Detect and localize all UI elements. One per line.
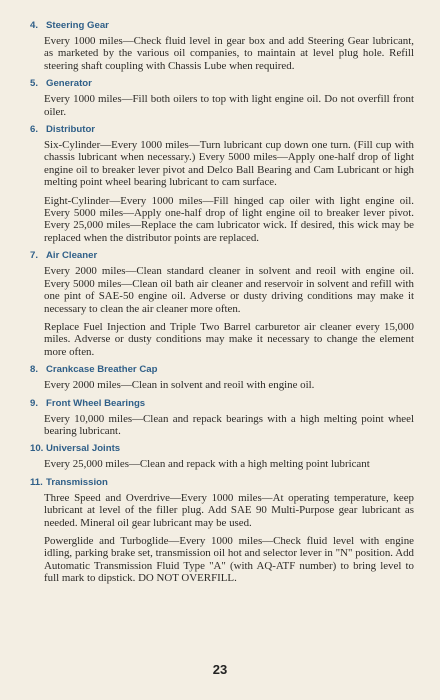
section-distributor <box>30 124 414 244</box>
section-heading <box>30 364 414 376</box>
section-paragraph: Replace Fuel Injection and Triple Two Barrel carburetor air cleaner every 15,000 miles. Adverse or dusty conditions may make it necessary to change the element more often. <box>44 320 414 358</box>
section-heading <box>30 78 414 90</box>
section-number: 5. <box>30 78 39 90</box>
section-paragraph: Six-Cylinder—Every 1000 miles—Turn lubricant cup down one turn. (Fill cup with chassis lubricant when necessary.) Every 5000 miles—Apply one-half drop of light engine oil to breaker lever pivot and Delco Ball Bearing and Cam Lubricant or high melting point wheel bearing lubricant to cam surface. <box>44 139 414 189</box>
section-title: Crankcase Breather Cap <box>46 364 158 376</box>
section-generator <box>30 78 414 118</box>
section-title: Distributor <box>46 124 96 136</box>
section-number: 9. <box>30 397 39 409</box>
section-title: Generator <box>46 78 92 90</box>
section-paragraph: Every 1000 miles—Fill both oilers to top with light engine oil. Do not overfill front oiler. <box>44 93 414 118</box>
section-heading <box>30 398 414 410</box>
section-paragraph: Every 25,000 miles—Clean and repack with a high melting point lubricant <box>44 458 370 471</box>
section-number: 11. <box>30 476 43 488</box>
section-title: Transmission <box>46 476 108 488</box>
section-title: Steering Gear <box>46 20 109 31</box>
section-heading <box>30 477 414 489</box>
section-number: 8. <box>30 364 39 376</box>
section-title: Universal Joints <box>46 443 121 455</box>
section-heading <box>30 250 414 262</box>
section-number: 10. <box>30 443 44 455</box>
section-heading <box>30 443 414 455</box>
section-title: Front Wheel Bearings <box>46 397 146 409</box>
section-paragraph: Every 2000 miles—Clean in solvent and reoil with engine oil. <box>44 379 315 392</box>
section-steering-gear <box>30 20 414 72</box>
section-heading <box>30 124 414 136</box>
section-heading <box>30 20 414 32</box>
section-front-wheel-bearings <box>30 398 414 438</box>
section-number: 4. <box>30 20 39 31</box>
section-number: 7. <box>30 250 39 262</box>
page-number: 23 <box>212 662 228 677</box>
section-crankcase-breather-cap <box>30 364 414 391</box>
section-transmission <box>30 477 414 585</box>
section-paragraph: Eight-Cylinder—Every 1000 miles—Fill hinged cap oiler with light engine oil. Every 5000 miles—Apply one-half drop of light engine oil to breaker lever pivot. Every 25,000 miles—Replace the cam lubricator wick. If desired, this wick may be replaced when the distributor points are replaced. <box>44 194 414 244</box>
section-paragraph: Every 10,000 miles—Clean and repack bearings with a high melting point wheel bearing lubricant. <box>44 412 414 437</box>
section-title: Air Cleaner <box>46 250 98 262</box>
section-paragraph: Every 2000 miles—Clean standard cleaner in solvent and reoil with engine oil. Every 5000 miles—Clean oil bath air cleaner and reservoir in solvent and refill with one pint of SAE-50 engine oil. Adverse or dusty driving conditions may make it necessary to clean the air cleaner more often. <box>44 265 414 315</box>
section-paragraph: Three Speed and Overdrive—Every 1000 miles—At operating temperature, keep lubricant at level of the filler plug. Add SAE 90 Multi-Purpose gear lubricant as needed. Mineral oil gear lubricant may be used. <box>44 491 414 529</box>
section-universal-joints <box>30 443 414 470</box>
section-number: 6. <box>30 124 39 136</box>
section-paragraph: Powerglide and Turboglide—Every 1000 miles—Check fluid level with engine idling, parking brake set, transmission oil hot and selector lever in "N" position. Add Automatic Transmission Fluid Type "A" (with AQ-ATF number) to bring level to full mark to dipstick. DO NOT OVERFILL. <box>44 534 414 585</box>
section-air-cleaner <box>30 250 414 358</box>
section-paragraph: Every 1000 miles—Check fluid level in gear box and add Steering Gear lubricant, as marketed by the various oil companies, to maintain at level plug hole. Refill steering shaft coupling with Chassis Lube when required. <box>44 35 414 72</box>
